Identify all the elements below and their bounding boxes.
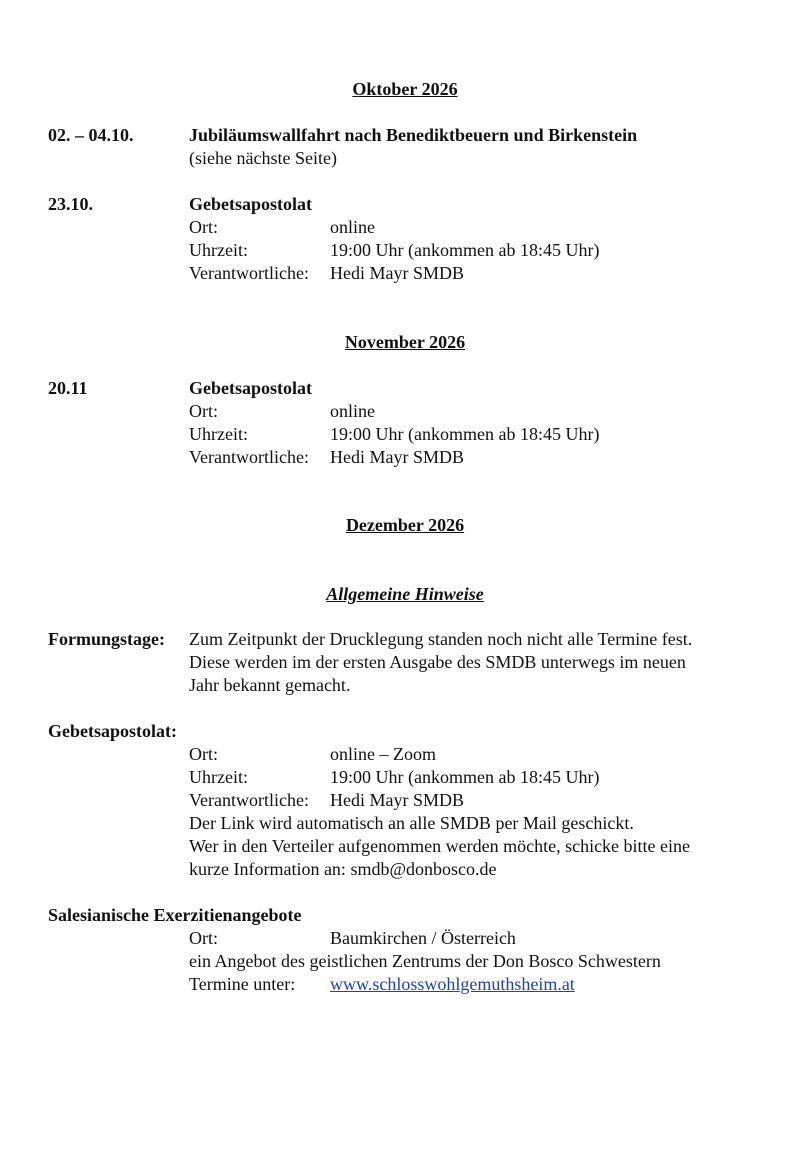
exerzitien-label: Salesianische Exerzitienangebote: [48, 905, 302, 925]
responsible-value: Hedi Mayr SMDB: [330, 447, 464, 467]
event-date: 23.10.: [48, 194, 93, 214]
heading-october: Oktober 2026: [352, 79, 458, 99]
exerzitien-text: ein Angebot des geistlichen Zentrums der Don Bosco Schwestern: [189, 951, 661, 971]
event-date: 20.11: [48, 378, 88, 398]
time-label: Uhrzeit:: [189, 240, 248, 260]
gebetsapostolat-text: Wer in den Verteiler aufgenommen werden möchte, schicke bitte eine: [189, 836, 691, 856]
ort-label: Ort:: [189, 217, 218, 237]
responsible-label: Verantwortliche:: [189, 790, 309, 810]
ort-label: Ort:: [189, 928, 218, 948]
gebetsapostolat-label: Gebetsapostolat:: [48, 721, 177, 741]
event-title: Gebetsapostolat: [189, 378, 312, 398]
formungstage-text: Zum Zeitpunkt der Drucklegung standen noch nicht alle Termine fest.: [189, 629, 693, 649]
ort-value: online – Zoom: [330, 744, 436, 764]
ort-label: Ort:: [189, 401, 218, 421]
heading-november: November 2026: [344, 332, 466, 352]
formungstage-text: Diese werden im der ersten Ausgabe des SMDB unterwegs im neuen: [189, 652, 686, 672]
time-value: 19:00 Uhr (ankommen ab 18:45 Uhr): [330, 424, 600, 444]
event-note: (siehe nächste Seite): [189, 148, 337, 168]
responsible-value: Hedi Mayr SMDB: [330, 263, 464, 283]
event-title: Jubiläumswallfahrt nach Benediktbeuern und Birkenstein: [189, 125, 638, 145]
ort-value: online: [330, 401, 375, 421]
ort-label: Ort:: [189, 744, 218, 764]
responsible-value: Hedi Mayr SMDB: [330, 790, 464, 810]
time-label: Uhrzeit:: [189, 767, 248, 787]
time-value: 19:00 Uhr (ankommen ab 18:45 Uhr): [330, 767, 600, 787]
gebetsapostolat-text: Der Link wird automatisch an alle SMDB per Mail geschickt.: [189, 813, 634, 833]
termine-label: Termine unter:: [189, 974, 296, 994]
time-label: Uhrzeit:: [189, 424, 248, 444]
formungstage-text: Jahr bekannt gemacht.: [189, 675, 351, 695]
gebetsapostolat-text: kurze Information an: smdb@donbosco.de: [189, 859, 497, 879]
heading-general-notes: Allgemeine Hinweise: [326, 584, 484, 604]
event-title: Gebetsapostolat: [189, 194, 312, 214]
heading-december: Dezember 2026: [345, 515, 465, 535]
time-value: 19:00 Uhr (ankommen ab 18:45 Uhr): [330, 240, 600, 260]
event-date: 02. – 04.10.: [48, 125, 134, 145]
website-link[interactable]: www.schlosswohlgemuthsheim.at: [330, 974, 575, 994]
formungstage-label: Formungstage:: [48, 629, 165, 649]
responsible-label: Verantwortliche:: [189, 447, 309, 467]
ort-value: Baumkirchen / Österreich: [330, 928, 516, 948]
ort-value: online: [330, 217, 375, 237]
responsible-label: Verantwortliche:: [189, 263, 309, 283]
